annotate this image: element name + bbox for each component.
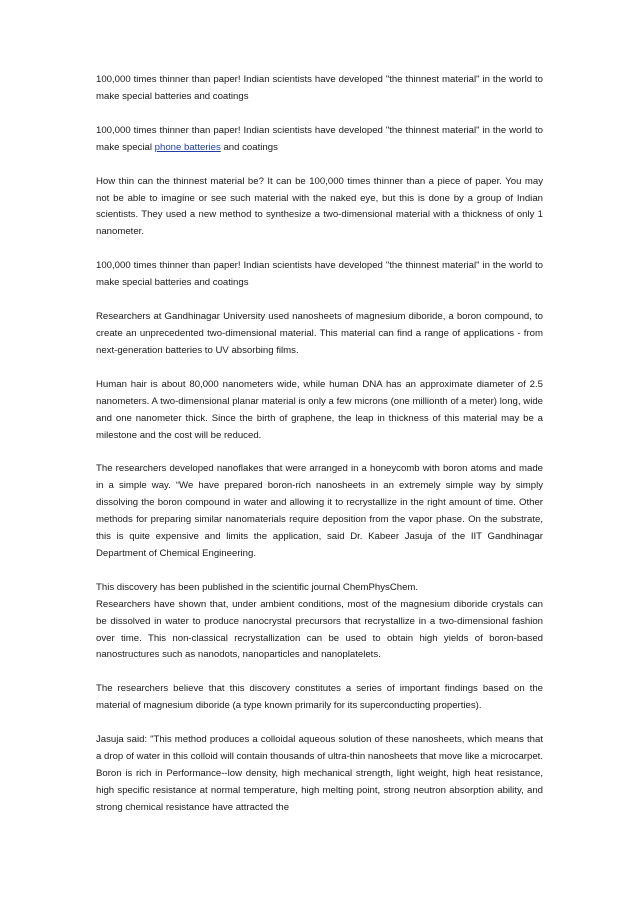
document-page <box>96 72 543 834</box>
paragraph-recrystallization: Researchers have shown that, under ambient conditions, most of the magnesium diboride crystals can be dissolved in water to produce nanocrystal precursors that recrystallize in a two-dimensional fashion over time. This non-classical recrystallization can be used to obtain high yields of boron-based nanostructures such as nanodots, nanoparticles and nanoplatelets. <box>96 598 543 661</box>
paragraph-headline-3: 100,000 times thinner than paper! Indian scientists have developed "the thinnest material" in the world to make special batteries and coatings <box>96 260 543 289</box>
paragraph-headline-2 <box>96 123 543 157</box>
paragraph-findings: The researchers believe that this discovery constitutes a series of important findings based on the material of magnesium diboride (a type known primarily for its superconducting properties). <box>96 683 543 712</box>
paragraph-publication: This discovery has been published in the scientific journal ChemPhysChem. <box>96 581 419 593</box>
paragraph-researchers: Researchers at Gandhinagar University used nanosheets of magnesium diboride, a boron compound, to create an unprecedented two-dimensional material. This material can find a range of applications - from next-generation batteries to UV absorbing films. <box>96 311 543 356</box>
paragraph-nanoflakes: The researchers developed nanoflakes that were arranged in a honeycomb with boron atoms and made in a simple way. “We have prepared boron-rich nanosheets in an extremely simple way by simply dissolving the boron compound in water and allowing it to recrystallize in the right amount of time. Other methods for preparing similar nanomaterials require deposition from the vapor phase. On the substrate, this is quite expensive and limits the application, said Dr. Kabeer Jasuja of the IIT Gandhinagar Department of Chemical Engineering. <box>96 463 543 559</box>
paragraph-intro: How thin can the thinnest material be? It can be 100,000 times thinner than a piece of paper. You may not be able to imagine or see such material with the naked eye, but this is done by a group of Indian scientists. They used a new method to synthesize a two-dimensional material with a thickness of only 1 nanometer. <box>96 175 543 238</box>
phone-batteries-link[interactable]: phone batteries <box>154 141 221 153</box>
paragraph-headline-2-text-start: 100,000 times thinner than paper! Indian scientists have developed "the thinnest material" in the world to make special <box>96 124 543 153</box>
paragraph-headline-1: 100,000 times thinner than paper! Indian scientists have developed "the thinnest material" in the world to make special batteries and coatings <box>96 74 543 102</box>
paragraph-headline-2-text-end: and coatings <box>220 141 278 153</box>
paragraph-scale-comparison: Human hair is about 80,000 nanometers wide, while human DNA has an approximate diameter of 2.5 nanometers. A two-dimensional planar material is only a few microns (one millionth of a meter) long, wide and one nanometer thick. Since the birth of graphene, the leap in thickness of this material may be a milestone and the cost will be reduced. <box>96 378 543 441</box>
paragraph-jasuja-quote: Jasuja said: "This method produces a colloidal aqueous solution of these nanosheets, which means that a drop of water in this colloid will contain thousands of ultra-thin nanosheets that move like a microcarpet. Boron is rich in Performance--low density, high mechanical strength, light weight, high heat resistance, high specific resistance at normal temperature, high melting point, strong neutron absorption ability, and strong chemical resistance have attracted the <box>96 734 543 813</box>
